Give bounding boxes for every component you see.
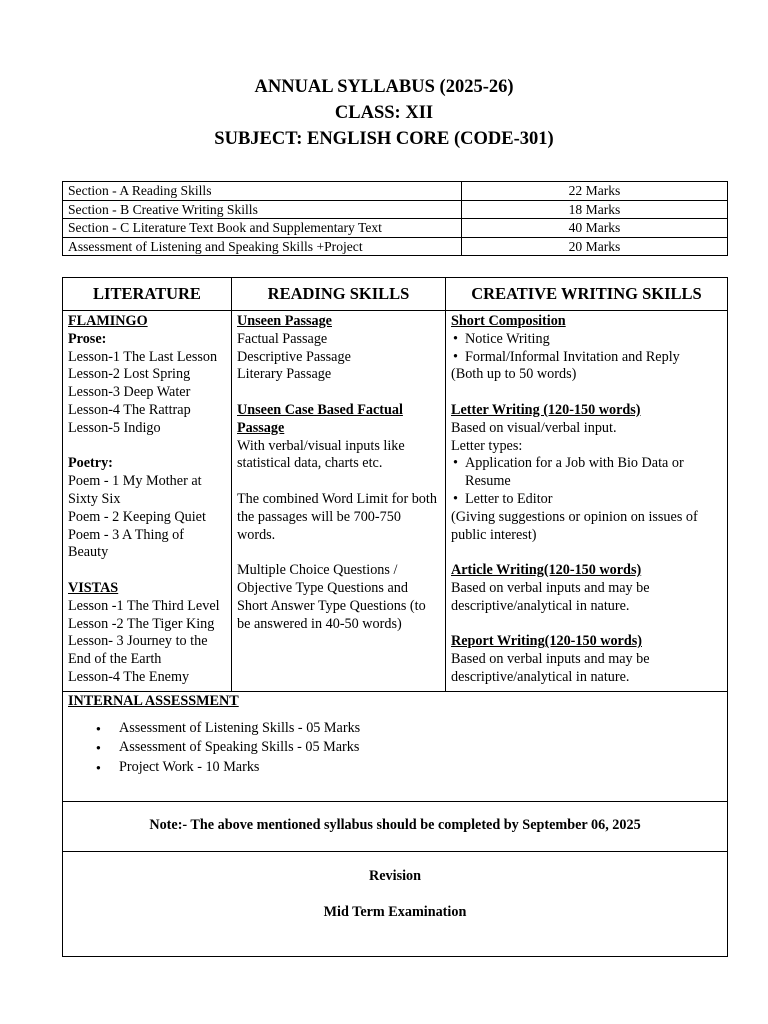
marks-cell: 20 Marks xyxy=(462,237,728,256)
question-types-text: Multiple Choice Questions / Objective Type Questions and Short Answer Type Questions (to be answered in 40-50 words) xyxy=(237,562,426,632)
internal-assessment-list xyxy=(68,719,722,778)
list-item: Descriptive Passage xyxy=(237,348,351,365)
list-item: Factual Passage xyxy=(237,330,328,347)
list-item: ● Assessment of Listening Skills - 05 Marks xyxy=(68,719,722,739)
section-cell: Section - C Literature Text Book and Supplementary Text xyxy=(63,219,462,238)
letter-types-list xyxy=(451,455,722,508)
vistas-heading: VISTAS xyxy=(68,579,119,596)
column-header-literature: LITERATURE xyxy=(63,278,232,311)
table-row xyxy=(63,237,728,256)
list-item: Lesson-5 Indigo xyxy=(68,419,161,436)
list-item: • Letter to Editor xyxy=(451,491,722,509)
list-item: Lesson- 3 Journey to the End of the Earth xyxy=(68,633,208,668)
report-writing-text: Based on verbal inputs and may be descriptive/analytical in nature. xyxy=(451,651,650,685)
list-item: ● Assessment of Speaking Skills - 05 Marks xyxy=(68,738,722,758)
list-item: Lesson-1 The Last Lesson xyxy=(68,348,218,365)
list-item: Lesson-2 Lost Spring xyxy=(68,366,191,383)
internal-assessment-row xyxy=(63,691,728,801)
short-composition-list xyxy=(451,331,722,367)
revision-row xyxy=(63,851,728,956)
list-item: Lesson-4 The Enemy xyxy=(68,668,190,685)
completion-note: Note:- The above mentioned syllabus should be completed by September 06, 2025 xyxy=(63,801,728,851)
report-writing-heading: Report Writing(120-150 words) xyxy=(451,633,642,650)
letter-types-label: Letter types: xyxy=(451,437,523,454)
section-cell: Assessment of Listening and Speaking Skills +Project xyxy=(63,237,462,256)
unseen-passage-heading: Unseen Passage xyxy=(237,313,332,329)
writing-column xyxy=(446,311,728,692)
list-item: Lesson -1 The Third Level xyxy=(68,597,220,614)
list-item: Literary Passage xyxy=(237,366,332,383)
list-item: Poem - 3 A Thing of Beauty xyxy=(68,526,184,561)
list-item: • Formal/Informal Invitation and Reply xyxy=(451,349,722,367)
column-header-writing: CREATIVE WRITING SKILLS xyxy=(446,278,728,311)
letter-writing-note: (Giving suggestions or opinion on issues of public interest) xyxy=(451,508,698,543)
list-item: ● Project Work - 10 Marks xyxy=(68,758,722,778)
short-composition-note: (Both up to 50 words) xyxy=(451,366,577,383)
title-line-2: CLASS: XII xyxy=(334,103,434,123)
list-item: Poem - 1 My Mother at Sixty Six xyxy=(68,473,202,507)
list-item: Poem - 2 Keeping Quiet xyxy=(68,508,206,525)
title-line-3: SUBJECT: ENGLISH CORE (CODE-301) xyxy=(214,129,554,149)
content-row xyxy=(63,311,728,692)
article-writing-heading: Article Writing(120-150 words) xyxy=(451,562,642,579)
note-row xyxy=(63,801,728,851)
marks-distribution-table xyxy=(62,181,728,256)
word-limit-text: The combined Word Limit for both the passages will be 700-750 words. xyxy=(237,490,437,543)
table-row xyxy=(63,182,728,201)
letter-writing-heading: Letter Writing (120-150 words) xyxy=(451,401,641,418)
letter-writing-text: Based on visual/verbal input. xyxy=(451,419,617,436)
marks-cell: 40 Marks xyxy=(462,219,728,238)
internal-assessment-heading: INTERNAL ASSESSMENT xyxy=(68,692,239,709)
marks-cell: 18 Marks xyxy=(462,200,728,219)
section-cell: Section - B Creative Writing Skills xyxy=(63,200,462,219)
table-row xyxy=(63,200,728,219)
document-header xyxy=(0,74,768,152)
column-header-reading: READING SKILLS xyxy=(232,278,446,311)
short-composition-heading: Short Composition xyxy=(451,313,566,329)
mid-term-label: Mid Term Examination xyxy=(323,903,467,920)
list-item: Lesson-4 The Rattrap xyxy=(68,401,191,418)
marks-cell: 22 Marks xyxy=(462,182,728,201)
table-row xyxy=(63,219,728,238)
list-item: • Application for a Job with Bio Data or Resume xyxy=(451,455,722,491)
revision-cell xyxy=(63,851,728,956)
internal-assessment-cell xyxy=(63,691,728,801)
poetry-label: Poetry: xyxy=(68,455,113,472)
article-writing-text: Based on verbal inputs and may be descriptive/analytical in nature. xyxy=(451,579,650,614)
title-line-1: ANNUAL SYLLABUS (2025-26) xyxy=(254,77,514,97)
list-item: • Notice Writing xyxy=(451,331,722,349)
case-passage-heading: Unseen Case Based Factual Passage xyxy=(237,401,403,436)
reading-column xyxy=(232,311,446,692)
revision-label: Revision xyxy=(368,867,422,884)
prose-label: Prose: xyxy=(68,330,107,347)
flamingo-heading: FLAMINGO xyxy=(68,313,148,329)
list-item: Lesson-3 Deep Water xyxy=(68,384,191,401)
header-row xyxy=(63,278,728,311)
section-cell: Section - A Reading Skills xyxy=(63,182,462,201)
syllabus-table xyxy=(62,277,728,957)
literature-column xyxy=(63,311,232,692)
list-item: Lesson -2 The Tiger King xyxy=(68,615,215,632)
case-passage-text: With verbal/visual inputs like statistical data, charts etc. xyxy=(237,437,405,472)
